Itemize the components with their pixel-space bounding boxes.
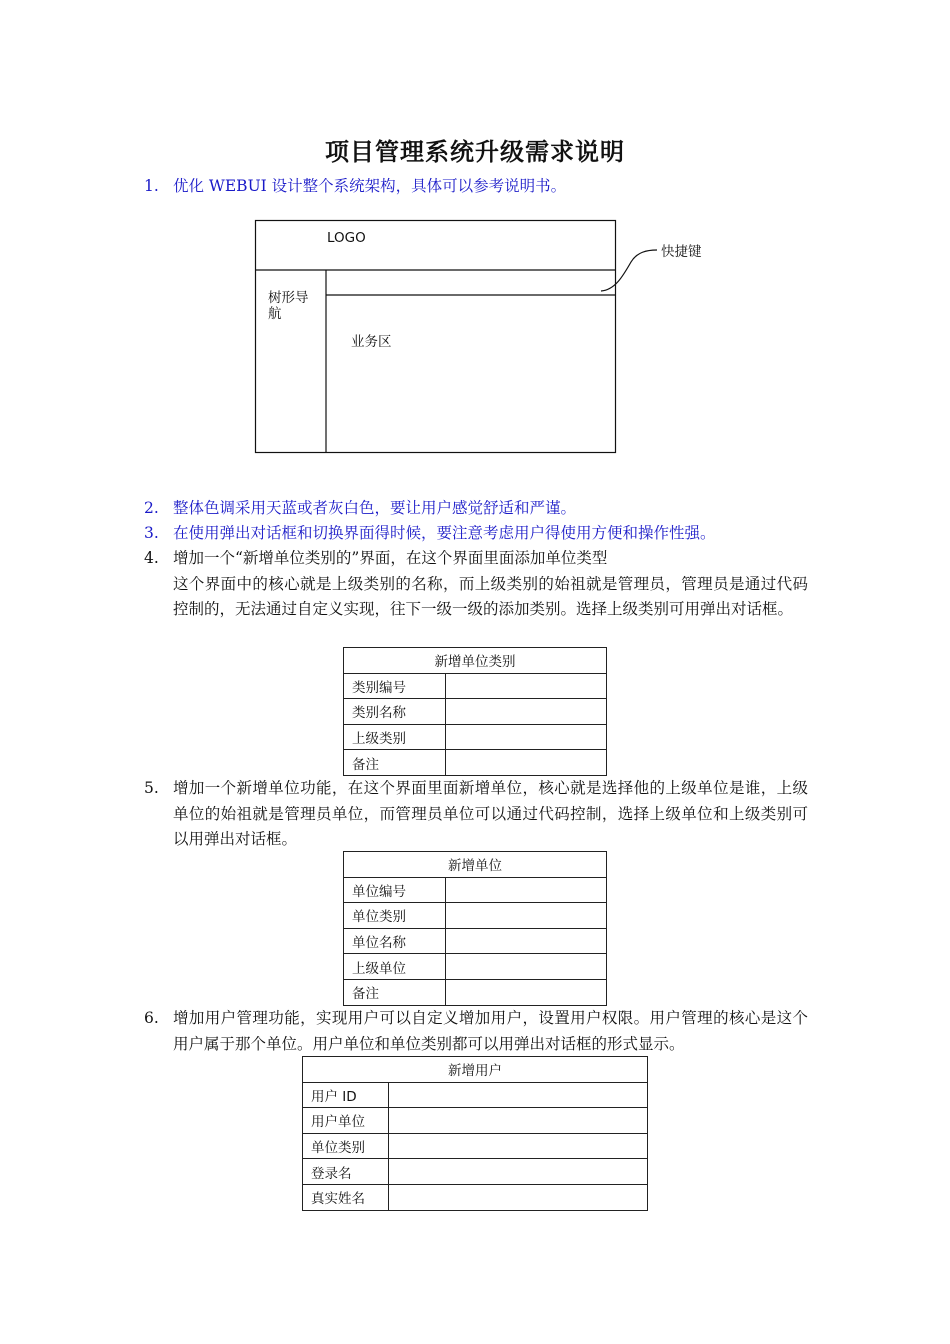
table-title: 新增单位 [344, 852, 607, 878]
list-number: 2. [144, 499, 159, 517]
list-item-6 [144, 1006, 808, 1057]
business-area-label: 业务区 [351, 334, 392, 350]
shortcut-label: 快捷键 [661, 244, 702, 260]
field-label: 用户单位 [303, 1108, 389, 1134]
logo-label: LOGO [327, 230, 366, 246]
table-row [344, 750, 607, 776]
document-title: 项目管理系统升级需求说明 [325, 137, 625, 166]
field-value[interactable] [446, 673, 607, 699]
list-detail: 这个界面中的核心就是上级类别的名称，而上级类别的始祖就是管理员，管理员是通过代码控制的，无法通过自定义实现，往下一级一级的添加类别。选择上级类别可用弹出对话框。 [173, 574, 808, 618]
table-row [344, 979, 607, 1005]
table-row [303, 1133, 648, 1159]
table-row [303, 1082, 648, 1108]
field-value[interactable] [446, 903, 607, 929]
field-label: 真实姓名 [303, 1184, 389, 1210]
list-text: 增加一个“新增单位类别的”界面，在这个界面里面添加单位类型 [173, 549, 608, 567]
table-title: 新增用户 [303, 1057, 648, 1083]
table-row [344, 699, 607, 725]
field-label: 单位类别 [303, 1133, 389, 1159]
list-item-3 [144, 521, 808, 547]
field-value[interactable] [446, 750, 607, 776]
user-form-table [302, 1056, 648, 1211]
table-row [303, 1184, 648, 1210]
field-label: 上级单位 [344, 954, 446, 980]
list-text: 增加用户管理功能，实现用户可以自定义增加用户，设置用户权限。用户管理的核心是这个用户属于那个单位。用户单位和单位类别都可以用弹出对话框的形式显示。 [173, 1009, 808, 1053]
field-label: 单位编号 [344, 877, 446, 903]
table-row [344, 877, 607, 903]
list-text: 优化 WEBUI 设计整个系统架构，具体可以参考说明书。 [173, 177, 567, 195]
list-number: 5. [144, 779, 159, 797]
layout-diagram [253, 218, 715, 458]
field-value[interactable] [389, 1133, 648, 1159]
field-value[interactable] [446, 979, 607, 1005]
tree-nav-label: 树形导航 [268, 290, 309, 322]
table-row [303, 1159, 648, 1185]
field-value[interactable] [389, 1082, 648, 1108]
table-row [344, 954, 607, 980]
field-value[interactable] [389, 1108, 648, 1134]
list-item-4 [144, 546, 808, 623]
table-title: 新增单位类别 [344, 648, 607, 674]
field-label: 类别编号 [344, 673, 446, 699]
field-label: 用户 ID [303, 1082, 389, 1108]
field-label: 备注 [344, 979, 446, 1005]
field-label: 登录名 [303, 1159, 389, 1185]
table-row [344, 673, 607, 699]
field-value[interactable] [389, 1159, 648, 1185]
field-label: 备注 [344, 750, 446, 776]
table-row [344, 724, 607, 750]
list-item-1 [144, 174, 808, 200]
field-label: 单位类别 [344, 903, 446, 929]
list-text: 在使用弹出对话框和切换界面得时候，要注意考虑用户得使用方便和操作性强。 [173, 524, 716, 542]
table-row [303, 1108, 648, 1134]
layout-wireframe [253, 218, 715, 458]
list-number: 3. [144, 524, 159, 542]
unit-form-table [343, 851, 607, 1006]
field-value[interactable] [446, 724, 607, 750]
list-number: 6. [144, 1009, 159, 1027]
list-item-5 [144, 776, 808, 853]
table-row [344, 928, 607, 954]
list-number: 1. [144, 177, 159, 195]
field-value[interactable] [446, 699, 607, 725]
table-row [344, 903, 607, 929]
field-value[interactable] [446, 877, 607, 903]
list-text: 增加一个新增单位功能，在这个界面里面新增单位，核心就是选择他的上级单位是谁，上级单位的始祖就是管理员单位，而管理员单位可以通过代码控制，选择上级单位和上级类别可以用弹出对话框。 [173, 779, 808, 848]
field-value[interactable] [389, 1184, 648, 1210]
unit-type-form-table [343, 647, 607, 776]
field-label: 上级类别 [344, 724, 446, 750]
field-label: 单位名称 [344, 928, 446, 954]
list-number: 4. [144, 549, 159, 567]
list-text: 整体色调采用天蓝或者灰白色，要让用户感觉舒适和严谨。 [173, 499, 577, 517]
field-value[interactable] [446, 928, 607, 954]
field-label: 类别名称 [344, 699, 446, 725]
list-item-2 [144, 496, 808, 522]
field-value[interactable] [446, 954, 607, 980]
